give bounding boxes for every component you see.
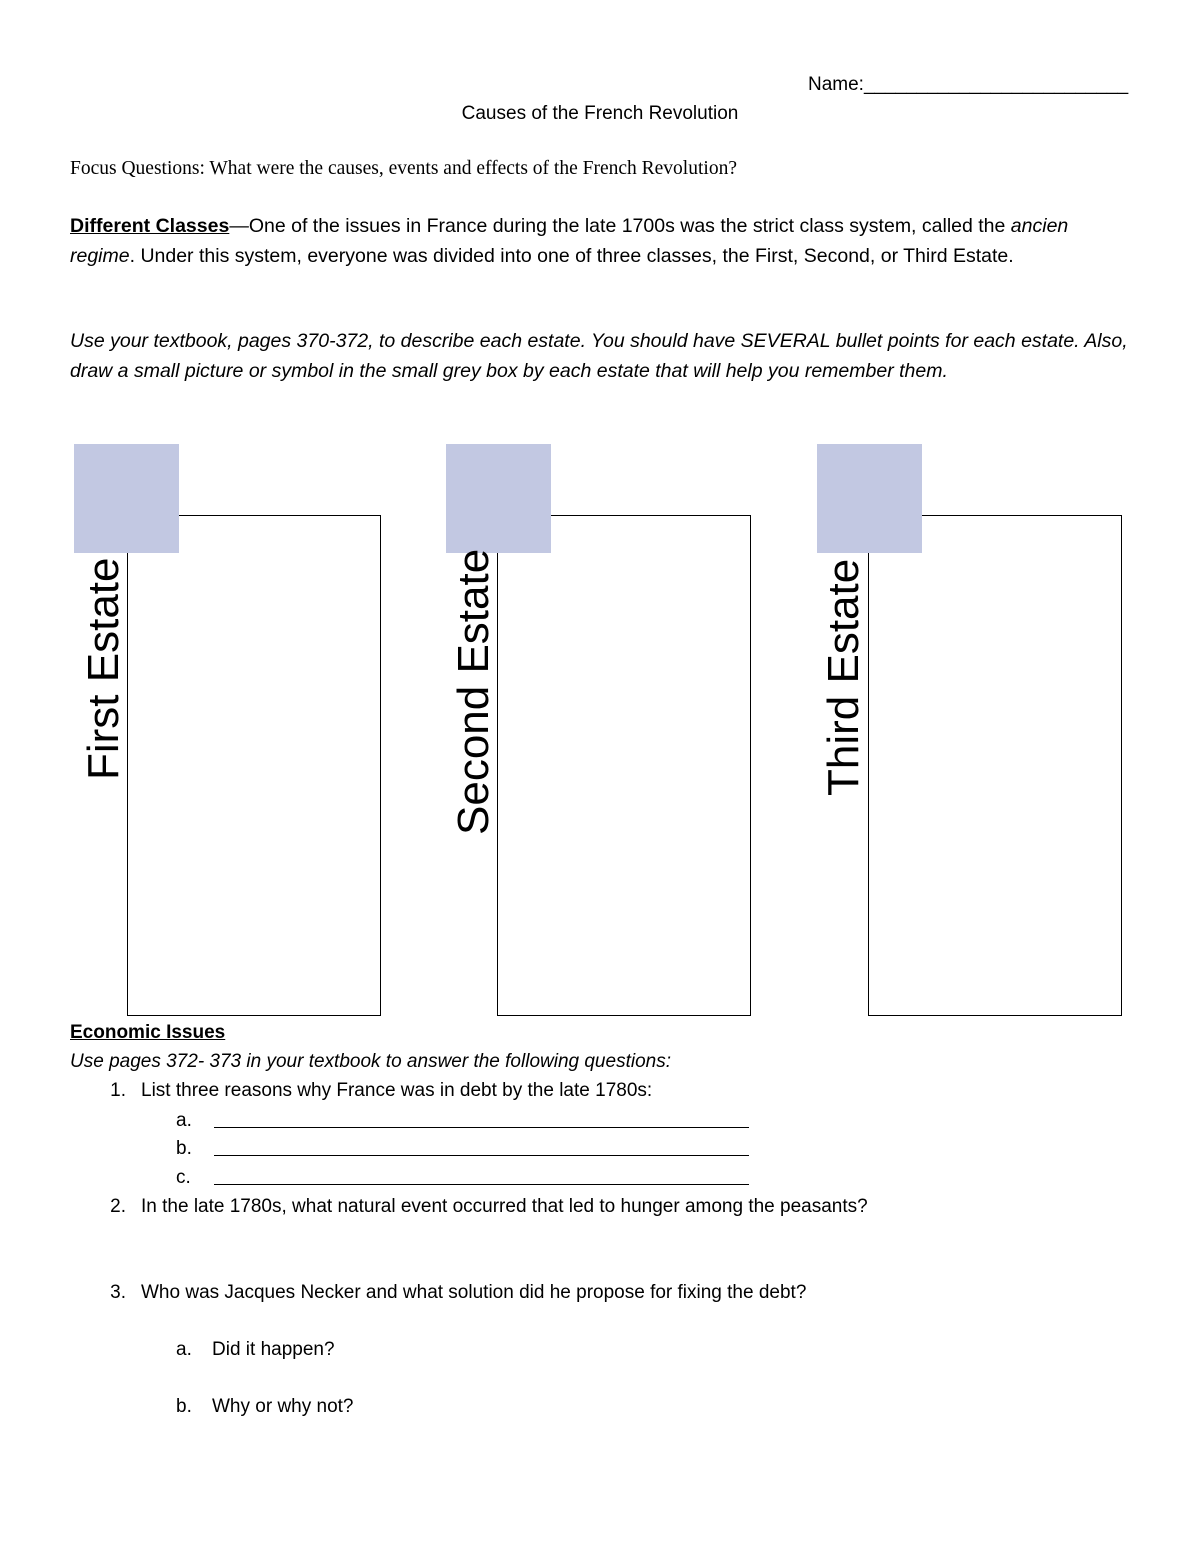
question-3a-letter: a. (176, 1339, 192, 1360)
first-estate-label: First Estate (79, 557, 128, 780)
second-estate-symbol-box[interactable] (446, 444, 551, 553)
classes-heading: Different Classes (70, 215, 230, 237)
third-estate-label: Third Estate (819, 558, 868, 796)
question-3-text: Who was Jacques Necker and what solution did he propose for fixing the debt? (141, 1282, 807, 1303)
classes-text-part1: —One of the issues in France during the late 1700s was the strict class system, called the (229, 215, 1011, 237)
question-1a-letter: a. (176, 1110, 192, 1131)
question-1b-letter: b. (176, 1138, 192, 1159)
first-estate-answer-box[interactable] (127, 515, 381, 1016)
question-3-number: 3. (110, 1282, 126, 1303)
question-3b-letter: b. (176, 1396, 192, 1417)
first-estate-symbol-box[interactable] (74, 444, 179, 553)
classes-text-part2: . Under this system, everyone was divided into one of three classes, the First, Second, or Third Estate. (129, 244, 1014, 267)
second-estate-label: Second Estate (449, 548, 498, 835)
question-1-number: 1. (110, 1080, 126, 1101)
question-1b-answer-line[interactable] (214, 1155, 749, 1156)
second-estate-answer-box[interactable] (497, 515, 751, 1016)
name-field[interactable]: Name:_________________________ (808, 74, 1129, 95)
estates-instructions: Use your textbook, pages 370-372, to describe each estate. You should have SEVERAL bullet points for each estate. Also, draw a small picture or symbol in the small grey box by each estate that will help you remember them. (70, 330, 1128, 382)
question-1c-answer-line[interactable] (214, 1184, 749, 1185)
question-2-number: 2. (110, 1196, 126, 1217)
third-estate-answer-box[interactable] (868, 515, 1122, 1016)
classes-paragraph (70, 212, 1130, 271)
focus-question: Focus Questions: What were the causes, events and effects of the French Revolution? (70, 158, 737, 179)
question-2-text: In the late 1780s, what natural event occurred that led to hunger among the peasants? (141, 1196, 868, 1217)
question-3a-text: Did it happen? (212, 1339, 335, 1360)
ancien-regime-term: ancien regime (70, 215, 1069, 267)
page-title: Causes of the French Revolution (461, 103, 739, 124)
economic-instructions: Use pages 372- 373 in your textbook to answer the following questions: (70, 1051, 671, 1072)
question-3b-text: Why or why not? (212, 1396, 354, 1417)
question-1c-letter: c. (176, 1167, 191, 1188)
third-estate-symbol-box[interactable] (817, 444, 922, 553)
question-1a-answer-line[interactable] (214, 1127, 749, 1128)
economic-issues-heading: Economic Issues (70, 1022, 226, 1043)
question-1-text: List three reasons why France was in debt by the late 1780s: (141, 1080, 653, 1101)
